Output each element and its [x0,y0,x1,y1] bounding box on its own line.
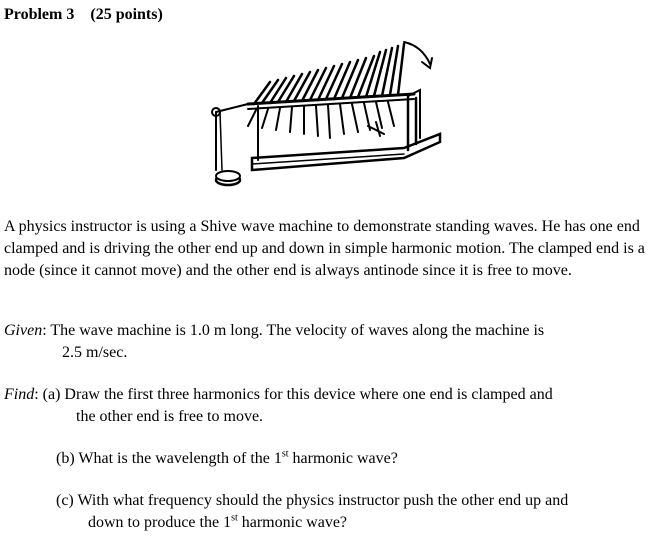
problem-intro: A physics instructor is using a Shive wave machine to demonstrate standing waves. He has one end clamped and is driving the other end up and down in simple harmonic motion. The clamped end is a node (since it cannot move) and the other end is always antinode since it is free to move. [4,218,645,279]
find-part-b-text: (b) What is the wavelength of the 1 [56,450,282,467]
problem-heading [4,6,163,24]
find-part-c-text: down to produce the 1 [88,514,232,531]
wave-machine-figure [208,38,448,194]
given-line-1: The wave machine is 1.0 m long. The velocity of waves along the machine is [50,322,545,339]
find-part-c [56,490,656,534]
find-part-c-sup: st [231,512,238,524]
find-part-b [56,448,656,470]
problem-title: Problem 3 [4,6,75,23]
find-part-b-post: harmonic wave? [288,450,398,467]
problem-points: (25 points) [90,6,163,23]
find-section: Find: (a) Draw the first three harmonics for this device where one end is clamped and the other end is free to move. [4,384,654,428]
find-part-c-post: harmonic wave? [237,514,348,531]
find-part-a-line-1: (a) Draw the first three harmonics for this device where one end is clamped and [42,386,553,403]
given-line-2: 2.5 m/sec. [62,344,128,361]
find-part-b-sup: st [281,448,289,460]
find-label: Find [4,386,35,403]
find-part-c-line-1: (c) With what frequency should the physics instructor push the other end up and [56,492,569,509]
find-part-a-line-2: the other end is free to move. [76,408,264,425]
shive-wave-machine-icon [208,38,448,194]
given-section: Given: The wave machine is 1.0 m long. The velocity of waves along the machine is 2.5 m/sec. [4,320,649,364]
given-label: Given [4,322,43,339]
